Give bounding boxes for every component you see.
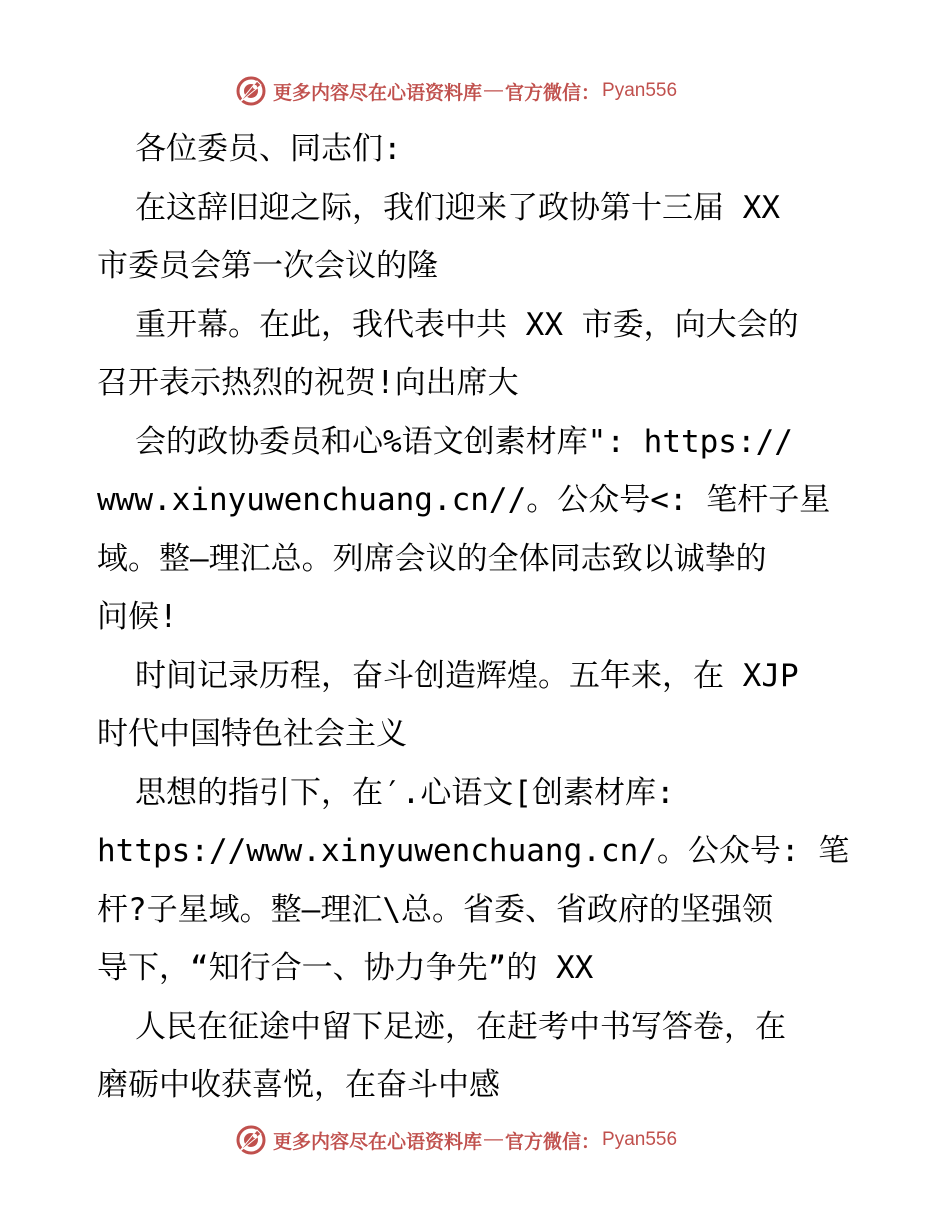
header-banner-separator: — (484, 80, 504, 101)
header-banner-text: 更多内容尽在心语资料库 (273, 81, 483, 104)
header-wechat-label: 官方微信： (505, 81, 601, 104)
footer-wechat-label: 官方微信： (505, 1130, 601, 1153)
body-line-4: 重开幕。在此，我代表中共 XX 市委，向大会的 (135, 306, 799, 343)
body-line-3: 市委员会第一次会议的隆 (97, 248, 438, 284)
body-line-8: 域。整—理汇总。列席会议的全体同志致以诚挚的 (97, 540, 767, 577)
body-line-10: 时间记录历程，奋斗创造辉煌。五年来，在 XJP (135, 657, 799, 694)
footer-banner-text: 更多内容尽在心语资料库 (273, 1130, 483, 1153)
body-line-2: 在这辞旧迎之际，我们迎来了政协第十三届 XX (135, 189, 780, 226)
body-line-11: 时代中国特色社会主义 (97, 716, 407, 752)
footer-banner-separator: — (484, 1129, 504, 1150)
body-line-17: 磨砺中收获喜悦，在奋斗中感 (97, 1067, 500, 1103)
quill-logo-icon (235, 1124, 267, 1156)
document-body (97, 120, 857, 1115)
body-line-16: 人民在征途中留下足迹，在赶考中书写答卷，在 (135, 1008, 786, 1045)
body-line-5: 召开表示热烈的祝贺!向出席大 (97, 365, 519, 401)
header-banner (235, 74, 677, 108)
footer-wechat-id: Pyan556 (602, 1129, 678, 1150)
quill-logo-icon (235, 75, 267, 107)
body-line-1: 各位委员、同志们: (135, 131, 402, 167)
body-line-9: 问候! (97, 599, 178, 635)
body-line-13: https://www.xinyuwenchuang.cn/。公众号: 笔 (97, 833, 850, 869)
body-line-12: 思想的指引下，在′.心语文[创素材库: (135, 774, 675, 811)
body-line-15: 导下，“知行合一、协力争先”的 XX (97, 950, 594, 986)
body-line-14: 杆?子星域。整—理汇\总。省委、省政府的坚强领 (97, 891, 773, 928)
footer-banner (235, 1123, 677, 1157)
header-wechat-id: Pyan556 (602, 80, 678, 101)
body-line-6: 会的政协委员和心%语文创素材库": https:// (135, 423, 793, 460)
body-line-7: www.xinyuwenchuang.cn//。公众号<: 笔杆子星 (97, 482, 831, 518)
